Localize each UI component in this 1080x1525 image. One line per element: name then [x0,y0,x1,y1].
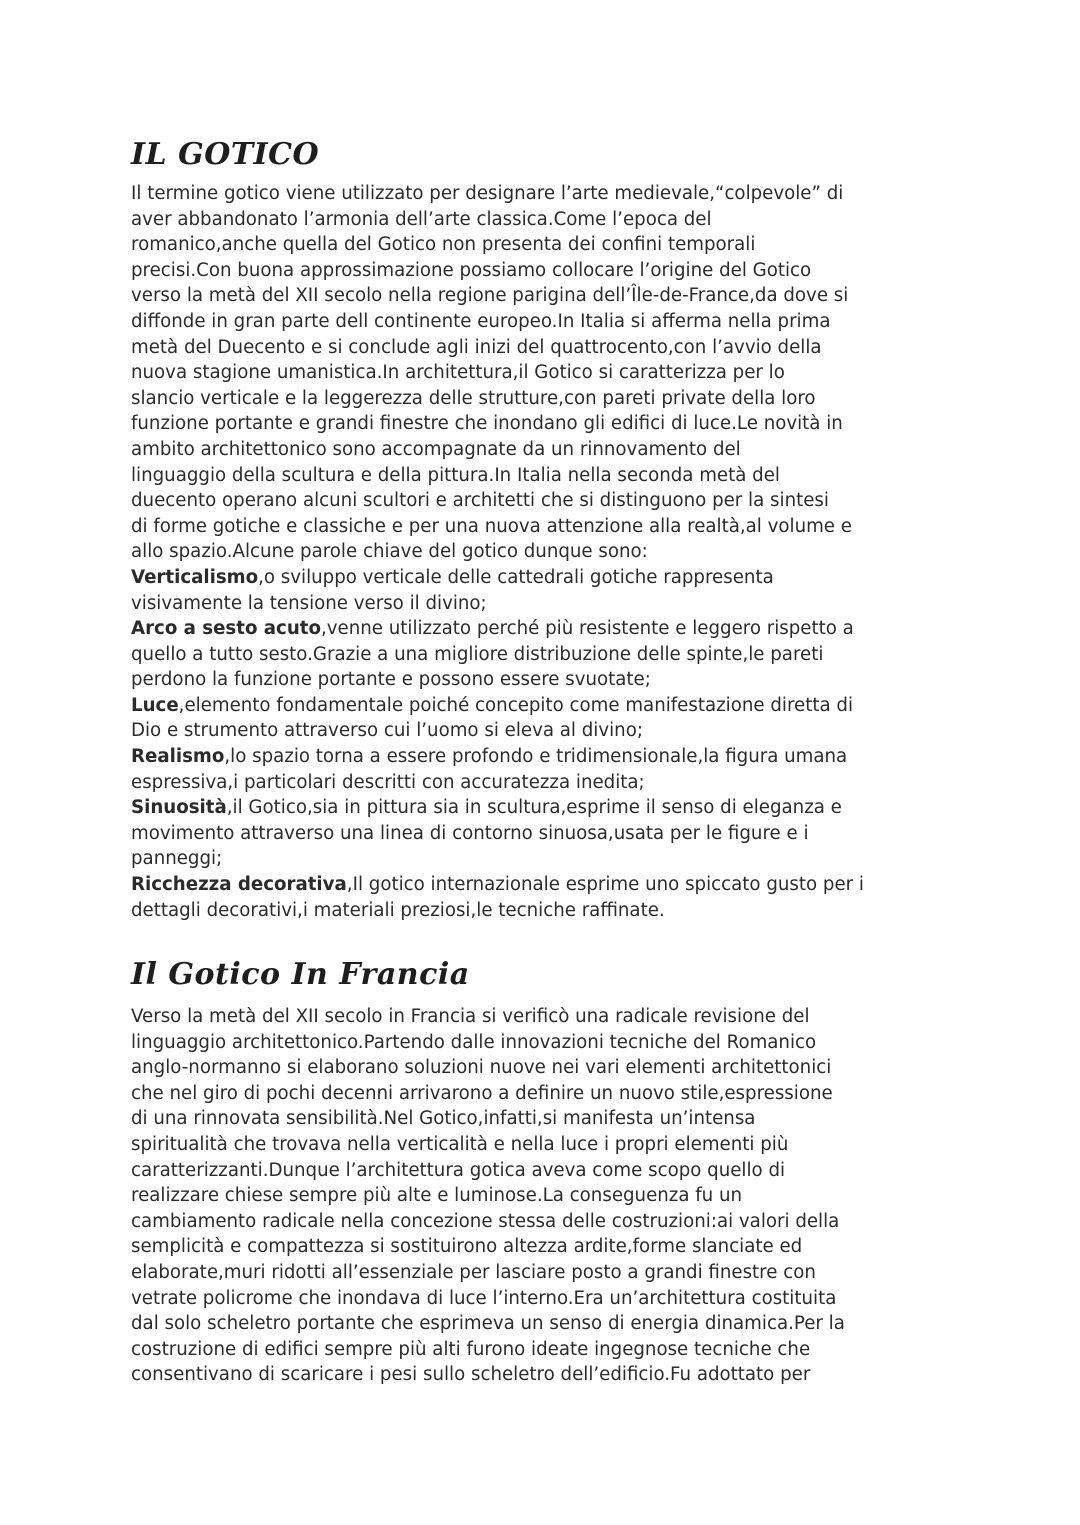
keyword-term: Sinuosità [131,797,227,819]
keyword-line [131,616,961,642]
keyword-text: ,elemento fondamentale poiché concepito come manifestazione diretta di [178,694,854,716]
text-line: dal solo scheletro portante che esprimeva un senso di energia dinamica.Per la [131,1313,845,1335]
text-line: di una rinnovata sensibilità.Nel Gotico,infatti,si manifesta un’intensa [131,1108,756,1130]
text-line: cambiamento radicale nella concezione stessa delle costruzioni:ai valori della [131,1210,840,1232]
text-line: romanico,anche quella del Gotico non presenta dei confini temporali [131,234,756,256]
text-line: duecento operano alcuni scultori e architetti che si distinguono per la sintesi [131,490,829,512]
keyword-term: Realismo [131,746,225,768]
text-line: verso la metà del XII secolo nella regione parigina dell’Île-de-France,da dove si [131,285,849,307]
keyword-line [131,693,961,719]
keyword-text: ,o sviluppo verticale delle cattedrali gotiche rappresenta [258,566,774,588]
text-line: vetrate policrome che inondava di luce l’interno.Era un’architettura costituita [131,1287,837,1309]
keyword-continuation: espressiva,i particolari descritti con accuratezza inedita; [131,771,645,793]
section-body-gotico-francia [131,1004,961,1388]
section-body-il-gotico [131,181,961,923]
keyword-continuation: Dio e strumento attraverso cui l’uomo si eleva al divino; [131,720,643,742]
keyword-term: Verticalismo [131,566,259,588]
text-line: anglo-normanno si elaborano soluzioni nuove nei vari elementi architettonici [131,1057,832,1079]
text-line: allo spazio.Alcune parole chiave del gotico dunque sono: [131,541,648,563]
keyword-text: ,Il gotico internazionale esprime uno spiccato gusto per i [346,874,864,896]
text-line: consentivano di scaricare i pesi sullo scheletro dell’edificio.Fu adottato per [131,1364,811,1386]
keyword-continuation: visivamente la tensione verso il divino; [131,592,487,614]
text-line: ambito architettonico sono accompagnate da un rinnovamento del [131,438,741,460]
keyword-text: ,il Gotico,sia in pittura sia in scultura,esprime il senso di eleganza e [226,797,842,819]
keyword-continuation: perdono la funzione portante e possono essere svuotate; [131,669,651,691]
text-line: caratterizzanti.Dunque l’architettura gotica aveva come scopo quello di [131,1159,786,1181]
keyword-line [131,565,961,591]
keyword-continuation: panneggi; [131,848,223,870]
keyword-text: ,venne utilizzato perché più resistente e leggero rispetto a [320,618,854,640]
text-line: spiritualità che trovava nella verticalità e nella luce i propri elementi più [131,1133,789,1155]
text-line: funzione portante e grandi finestre che inondano gli edifici di luce.Le novità in [131,413,843,435]
keyword-continuation: quello a tutto sesto.Grazie a una migliore distribuzione delle spinte,le pareti [131,643,824,665]
text-line: costruzione di edifici sempre più alti furono ideate ingegnose tecniche che [131,1338,811,1360]
text-line: di forme gotiche e classiche e per una nuova attenzione alla realtà,al volume e [131,515,852,537]
text-line: precisi.Con buona approssimazione possiamo collocare l’origine del Gotico [131,259,812,281]
section-title-il-gotico: IL GOTICO [131,137,320,172]
text-line: diffonde in gran parte dell continente europeo.In Italia si afferma nella prima [131,310,831,332]
text-line: slancio verticale e la leggerezza delle strutture,con pareti private della loro [131,387,816,409]
text-line: elaborate,muri ridotti all’essenziale per lasciare posto a grandi finestre con [131,1261,816,1283]
keyword-term: Arco a sesto acuto [131,618,321,640]
text-line: Verso la metà del XII secolo in Francia si verificò una radicale revisione del [131,1006,810,1027]
keyword-term: Ricchezza decorativa [131,874,347,896]
text-line: linguaggio architettonico.Partendo dalle innovazioni tecniche del Romanico [131,1031,817,1053]
text-line: che nel giro di pochi decenni arrivarono a definire un nuovo stile,espressione [131,1082,833,1104]
keyword-continuation: dettagli decorativi,i materiali preziosi,le tecniche raffinate. [131,899,665,921]
section-title-gotico-francia: Il Gotico In Francia [131,957,470,992]
keyword-line [131,872,961,898]
keyword-line [131,795,961,821]
text-line: Il termine gotico viene utilizzato per designare l’arte medievale,“colpevole” di [131,183,844,204]
text-line: aver abbandonato l’armonia dell’arte classica.Come l’epoca del [131,208,712,230]
text-line: semplicità e compattezza si sostituirono altezza ardite,forme slanciate ed [131,1236,803,1258]
keyword-line [131,744,961,770]
keyword-text: ,lo spazio torna a essere profondo e tridimensionale,la figura umana [224,746,848,768]
keyword-continuation: movimento attraverso una linea di contorno sinuosa,usata per le figure e i [131,822,809,844]
text-line: metà del Duecento e si conclude agli inizi del quattrocento,con l’avvio della [131,336,822,358]
text-line: realizzare chiese sempre più alte e luminose.La conseguenza fu un [131,1185,743,1207]
keyword-term: Luce [131,694,179,716]
text-line: linguaggio della scultura e della pittura.In Italia nella seconda metà del [131,464,780,486]
text-line: nuova stagione umanistica.In architettura,il Gotico si caratterizza per lo [131,362,785,384]
